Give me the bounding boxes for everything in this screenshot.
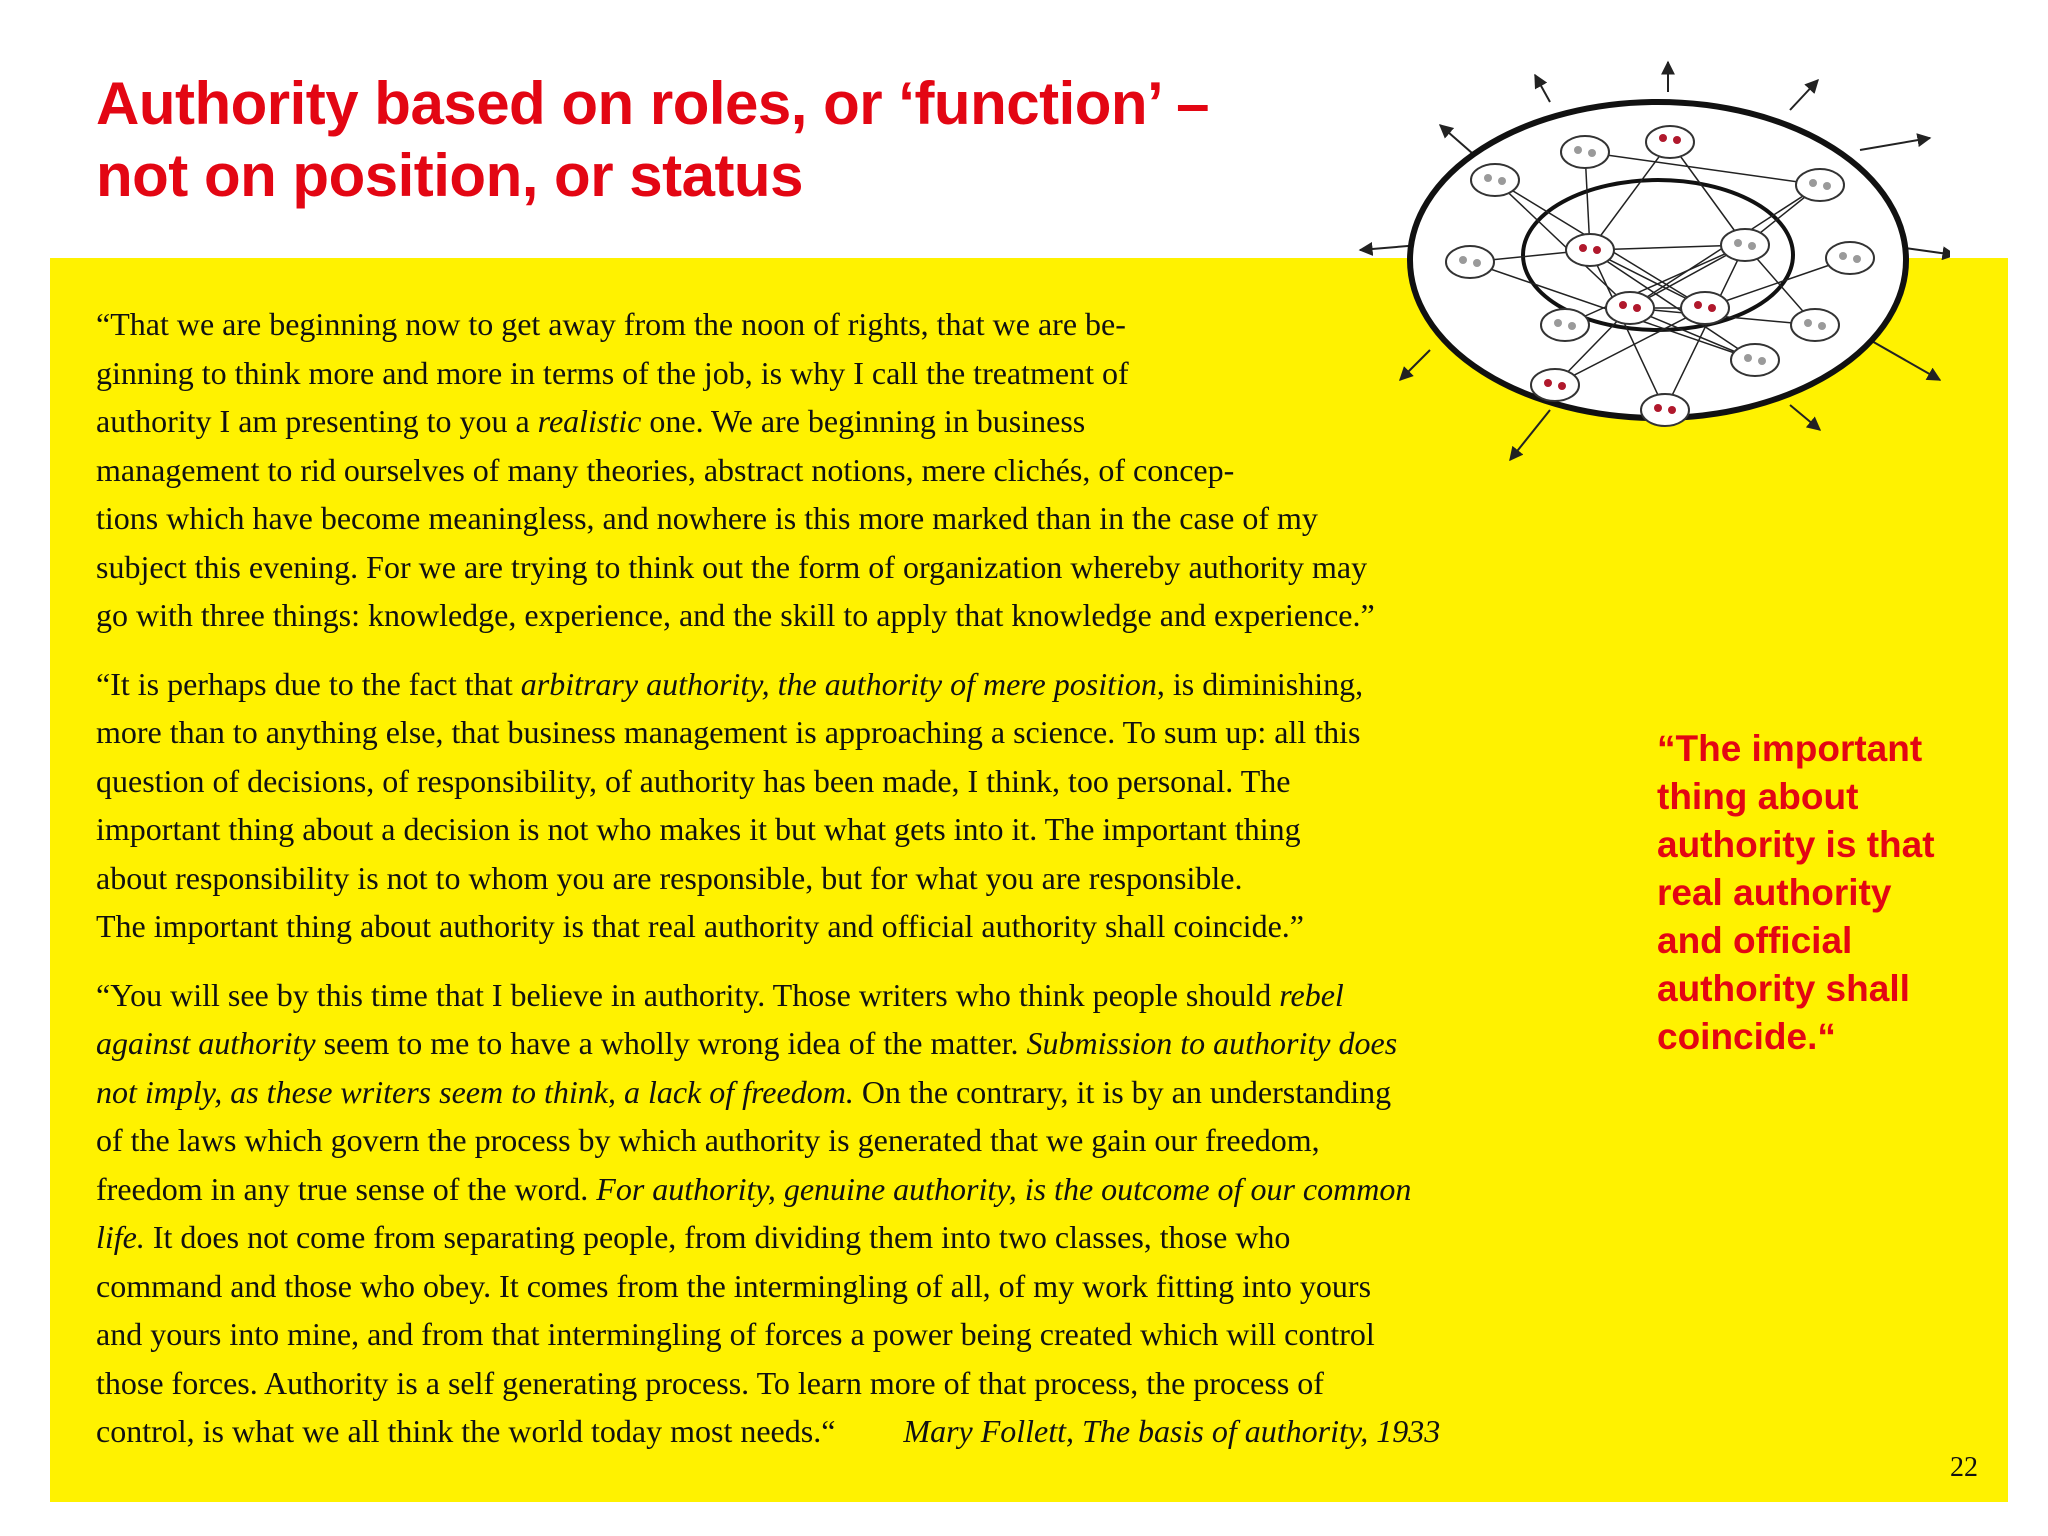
text-run: “You will see by this time that I believe in authority. Those writers who think people should (96, 976, 1280, 1013)
text-run: It does not come from separating people, from dividing them into two classes, those who (144, 1219, 1291, 1255)
emphasis: arbitrary authority, the authority of mere position (520, 665, 1157, 702)
text-line: The important thing about authority is that real authority and official authority shall coincide.” (96, 908, 1304, 944)
text-run: authority I am presenting to you a (96, 403, 538, 439)
pull-quote-line: thing about (1657, 776, 1859, 817)
text-line (96, 1165, 1656, 1214)
page-number: 22 (1950, 1452, 1978, 1483)
emphasis: rebel (1279, 976, 1344, 1013)
text-run: seem to me to have a wholly wrong idea of the matter. (315, 1025, 1027, 1061)
text-run: freedom in any true sense of the word. (96, 1170, 597, 1207)
quote-paragraph-1 (96, 300, 1656, 640)
attribution: Mary Follett, The basis of authority, 1933 (903, 1413, 1441, 1449)
text-line (96, 1407, 1656, 1456)
emphasis: realistic (537, 403, 642, 439)
text-line: and yours into mine, and from that intermingling of forces a power being created which will control (96, 1316, 1375, 1352)
text-line (96, 1068, 1656, 1117)
text-line (96, 971, 1656, 1020)
text-line (96, 660, 1656, 709)
pull-quote-line: authority is that (1657, 824, 1935, 865)
text-line: subject this evening. For we are trying to think out the form of organization whereby authority may (96, 548, 1368, 585)
title-line: not on position, or status (96, 142, 803, 209)
pull-quote (1657, 725, 1935, 1061)
text-run: On the contrary, it is by an understanding (853, 1073, 1392, 1110)
text-line: those forces. Authority is a self generating process. To learn more of that process, the process of (96, 1364, 1324, 1401)
pull-quote-line: real authority (1657, 872, 1892, 913)
pull-quote-line: authority shall (1657, 968, 1910, 1009)
quote-paragraph-2 (96, 660, 1656, 951)
emphasis: life. (96, 1219, 145, 1255)
emphasis: not imply, as these writers seem to think, a lack of freedom. (96, 1073, 854, 1110)
emphasis: against authority (96, 1025, 316, 1061)
text-line: “That we are beginning now to get away from the noon of rights, that we are be- (96, 306, 1126, 342)
quote-body (96, 300, 1656, 1476)
text-run: , is diminishing, (1156, 665, 1364, 702)
text-line: about responsibility is not to whom you are responsible, but for what you are responsible. (96, 859, 1243, 896)
quote-paragraph-3 (96, 971, 1656, 1456)
page-title (96, 68, 1209, 212)
pull-quote-line: and official (1657, 920, 1853, 961)
text-line: command and those who obey. It comes from the intermingling of all, of my work fitting into yours (96, 1267, 1372, 1304)
text-run: one. We are beginning in business (641, 403, 1086, 439)
text-line: tions which have become meaningless, and nowhere is this more marked than in the case of my (96, 500, 1318, 536)
text-line: important thing about a decision is not who makes it but what gets into it. The important thing (96, 811, 1301, 847)
pull-quote-line: coincide.“ (1657, 1016, 1836, 1057)
text-run: “It is perhaps due to the fact that (96, 665, 521, 702)
title-line: Authority based on roles, or ‘function’ – (96, 70, 1209, 137)
text-line: management to rid ourselves of many theories, abstract notions, mere clichés, of concep- (96, 451, 1235, 488)
pull-quote-line: “The important (1657, 728, 1923, 769)
text-line: of the laws which govern the process by which authority is generated that we gain our freedom, (96, 1122, 1320, 1158)
text-line (96, 1213, 1656, 1262)
text-line: go with three things: knowledge, experience, and the skill to apply that knowledge and experience.” (96, 597, 1375, 633)
emphasis: For authority, genuine authority, is the outcome of our common (596, 1170, 1412, 1207)
text-line: question of decisions, of responsibility, of authority has been made, I think, too personal. The (96, 762, 1291, 799)
text-line: ginning to think more and more in terms of the job, is why I call the treatment of (96, 354, 1129, 391)
emphasis: Submission to authority does (1026, 1025, 1398, 1061)
text-line (96, 397, 1656, 446)
text-line (96, 1019, 1656, 1068)
text-line: more than to anything else, that business management is approaching a science. To sum up: all this (96, 714, 1361, 750)
text-run: control, is what we all think the world today most needs.“ (96, 1413, 836, 1449)
